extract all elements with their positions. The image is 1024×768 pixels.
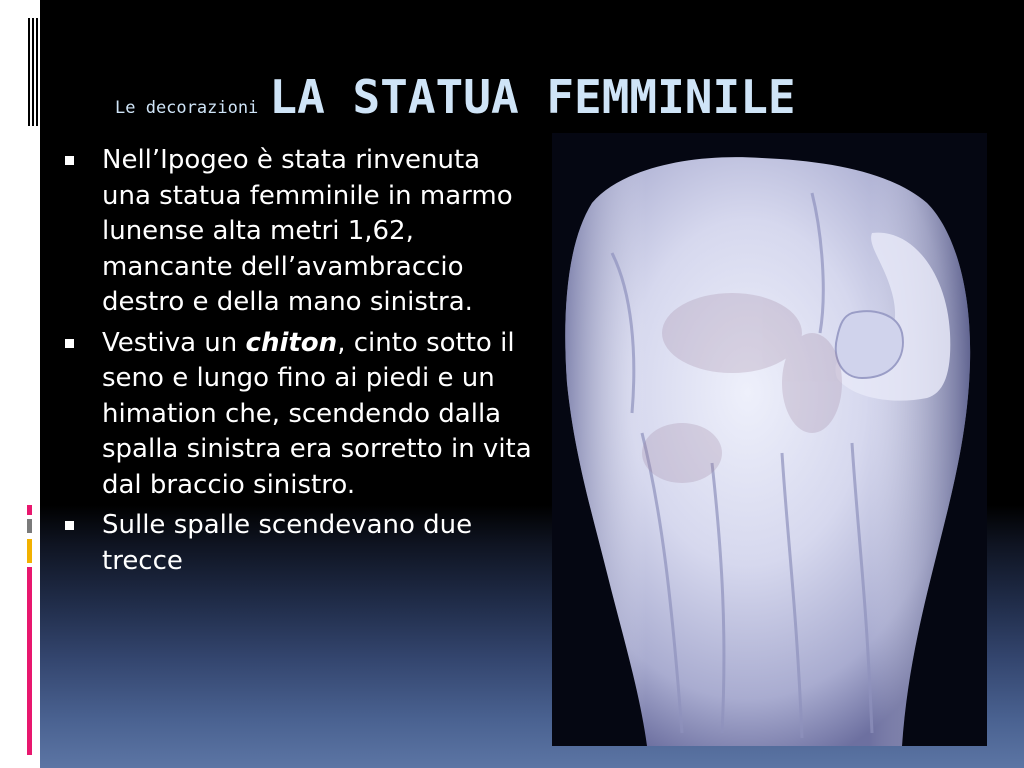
- square-bullet-icon: [65, 521, 74, 530]
- bullet-text: Vestiva un: [102, 327, 246, 358]
- bullet-emphasis: chiton: [245, 327, 338, 358]
- title-prefix: Le decorazioni: [115, 98, 259, 118]
- deco-bar: [36, 18, 38, 126]
- title-main: LA STATUA FEMMINILE: [269, 70, 796, 124]
- statue-photo: [552, 133, 987, 746]
- slide-title: [115, 70, 796, 124]
- bullet-list: [62, 143, 532, 584]
- deco-segment: [27, 539, 32, 563]
- bottom-left-decoration: [27, 505, 40, 755]
- statue-hand: [836, 311, 903, 378]
- bullet-item: [62, 143, 532, 321]
- bullet-item: [62, 326, 532, 504]
- deco-segment: [27, 519, 32, 533]
- deco-segment: [27, 567, 32, 755]
- bullet-item: [62, 508, 532, 579]
- statue-image: [552, 133, 987, 746]
- bullet-text: Nell’Ipogeo è stata rinvenuta una statua femminile in marmo lunense alta metri 1,62, mancante dell’avambraccio destro e della mano sinistra.: [102, 145, 513, 317]
- bullet-text: Sulle spalle scendevano due trecce: [102, 510, 473, 576]
- bullet-text: , cinto sotto il seno e lungo fino ai piedi e un himation che, scendendo dalla spalla sinistra era sorretto in vita dal braccio sinistro.: [102, 327, 532, 500]
- deco-bar: [32, 18, 34, 126]
- deco-segment: [27, 505, 32, 515]
- deco-bar: [28, 18, 30, 126]
- square-bullet-icon: [65, 156, 74, 165]
- square-bullet-icon: [65, 339, 74, 348]
- top-left-decoration: [28, 18, 40, 126]
